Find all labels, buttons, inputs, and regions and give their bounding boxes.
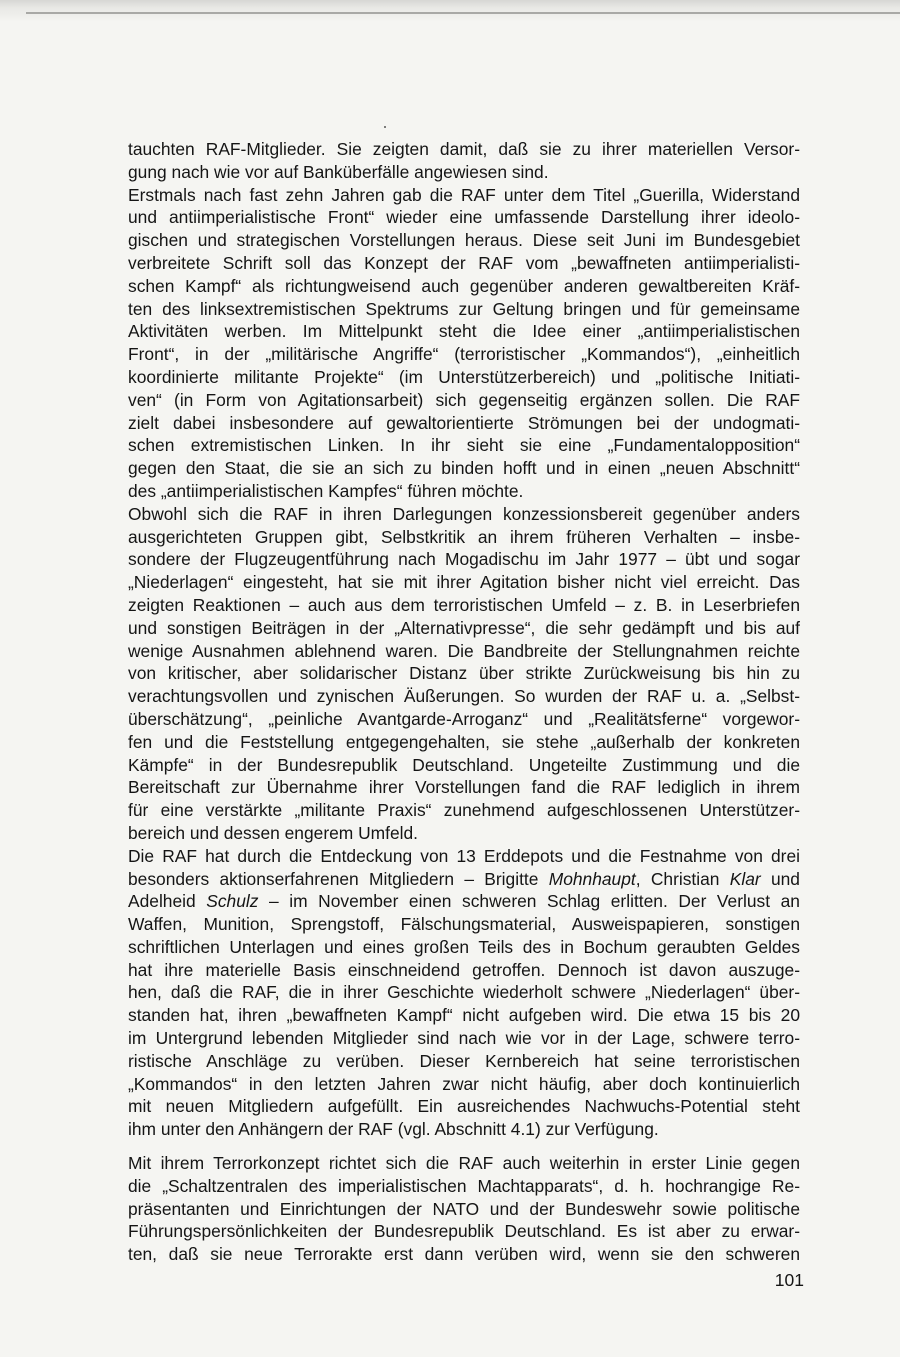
text-line: zielt dabei insbesondere auf gewaltorientierte Strömungen bei der undogmati- xyxy=(128,412,800,433)
text-line: und antiimperialistische Front“ wieder eine umfassende Darstellung ihrer ideolo- xyxy=(128,207,800,228)
text-line: ten, daß sie neue Terrorakte erst dann verüben wird, wenn sie den schweren xyxy=(128,1244,800,1265)
text-line: zeigten Reaktionen – auch aus dem terroristischen Umfeld – z. B. in Leserbriefen xyxy=(128,594,800,615)
text-line: sondere der Flugzeugentführung nach Mogadischu im Jahr 1977 – übt und sogar xyxy=(128,549,800,570)
text-line: und sonstigen Beiträgen in der „Alternativpresse“, die sehr gedämpft und bis auf xyxy=(128,617,800,638)
text-line: Adelheid Schulz – im November einen schweren Schlag erlitten. Der Verlust an xyxy=(128,891,800,912)
text-line: Aktivitäten werben. Im Mittelpunkt steht die Idee einer „antiimperialistischen xyxy=(128,321,800,342)
scan-speck xyxy=(384,126,386,128)
text-line: präsentanten und Einrichtungen der NATO und der Bundeswehr sowie politische xyxy=(128,1198,800,1219)
text-line: „Kommandos“ in den letzten Jahren zwar nicht häufig, aber doch kontinuierlich xyxy=(128,1073,800,1094)
text-line: Kämpfe“ in der Bundesrepublik Deutschland. Ungeteilte Zustimmung und die xyxy=(128,754,800,775)
text-line: Führungspersönlichkeiten der Bundesrepublik Deutschland. Es ist aber zu erwar- xyxy=(128,1221,800,1242)
text-line: ristische Anschläge zu verüben. Dieser Kernbereich hat seine terroristischen xyxy=(128,1050,800,1071)
text-line: hat ihre materielle Basis einschneidend getroffen. Dennoch ist davon auszuge- xyxy=(128,959,800,980)
text-line: ihm unter den Anhängern der RAF (vgl. Abschnitt 4.1) zur Verfügung. xyxy=(128,1119,659,1140)
text-line: schriftlichen Unterlagen und eines großen Teils des in Bochum geraubten Geldes xyxy=(128,936,800,957)
text-line: Mit ihrem Terrorkonzept richtet sich die RAF auch weiterhin in erster Linie gegen xyxy=(128,1153,800,1174)
text-line: im Untergrund lebenden Mitglieder sind nach wie vor in der Lage, schwere terro- xyxy=(128,1028,800,1049)
text-line: Waffen, Munition, Sprengstoff, Fälschungsmaterial, Ausweispapieren, sonstigen xyxy=(128,914,800,935)
text-line: ausgerichteten Gruppen gibt, Selbstkritik an ihrem früheren Verhalten – insbe- xyxy=(128,526,800,547)
paragraph-gap xyxy=(128,1141,800,1152)
text-line: des „antiimperialistischen Kampfes“ führen möchte. xyxy=(128,480,524,501)
text-line: ven“ (in Form von Agitationsarbeit) sich gegenseitig ergänzen sollen. Die RAF xyxy=(128,389,800,410)
text-line: gischen und strategischen Vorstellungen heraus. Diese seit Juni im Bundesgebiet xyxy=(128,230,800,251)
text-line: bereich und dessen engerem Umfeld. xyxy=(128,822,419,843)
text-line: tauchten RAF-Mitglieder. Sie zeigten damit, daß sie zu ihrer materiellen Versor- xyxy=(128,139,800,159)
text-line: fen und die Feststellung entgegengehalten, sie stehe „außerhalb der konkreten xyxy=(128,731,800,752)
italic-name: Mohnhaupt xyxy=(548,868,636,889)
text-line: gung nach wie vor auf Banküberfälle angewiesen sind. xyxy=(128,161,549,182)
text-line: besonders aktionserfahrenen Mitgliedern – Brigitte Mohnhaupt, Christian Klar und xyxy=(128,868,800,889)
text-line: die „Schaltzentralen des imperialistischen Machtapparats“, d. h. hochrangige Re- xyxy=(128,1175,800,1196)
text-line: verbreitete Schrift soll das Konzept der RAF vom „bewaffneten antiimperialisti- xyxy=(128,252,800,273)
scan-top-edge xyxy=(0,0,900,22)
text-line: standen hat, ihren „bewaffneten Kampf“ nicht aufgeben wird. Die etwa 15 bis 20 xyxy=(128,1005,800,1026)
text-line: wenige Ausnahmen ablehnend waren. Die Bandbreite der Stellungnahmen reichte xyxy=(128,640,800,661)
scan-top-line xyxy=(26,12,900,14)
text-line: „Niederlagen“ eingesteht, hat sie mit ihrer Agitation bisher nicht viel erreicht. Das xyxy=(128,572,800,593)
text-line: überschätzung“, „peinliche Avantgarde-Arroganz“ und „Realitätsferne“ vorgewor- xyxy=(128,708,800,729)
text-line: schen Kampf“ als richtungweisend auch gegenüber anderen gewaltbereiten Kräf- xyxy=(128,275,800,296)
italic-name: Schulz xyxy=(206,891,259,912)
body-text xyxy=(128,138,800,1266)
text-line: ten des linksextremistischen Spektrums zur Geltung bringen und für gemeinsame xyxy=(128,298,800,319)
italic-name: Klar xyxy=(729,868,761,889)
text-line: Obwohl sich die RAF in ihren Darlegungen konzessionsbereit gegenüber anders xyxy=(128,503,800,524)
text-line: von kritischer, aber solidarischer Distanz über strikte Zurückweisung bis hin zu xyxy=(128,663,800,684)
text-line: koordinierte militante Projekte“ (im Unterstützerbereich) und „politische Initiati- xyxy=(128,366,800,387)
text-line: Bereitschaft zur Übernahme ihrer Vorstellungen fand die RAF lediglich in ihrem xyxy=(128,777,800,798)
text-line: Erstmals nach fast zehn Jahren gab die RAF unter dem Titel „Guerilla, Widerstand xyxy=(128,184,800,205)
text-line: hen, daß die RAF, die in ihrer Geschichte wiederholt schwere „Niederlagen“ über- xyxy=(128,982,800,1003)
text-line: schen extremistischen Linken. In ihr sieht sie eine „Fundamentalopposition“ xyxy=(128,435,800,456)
page-number: 101 xyxy=(774,1270,804,1290)
text-line: Front“, in der „militärische Angriffe“ (terroristischer „Kommandos“), „einheitlich xyxy=(128,344,800,365)
text-line: Die RAF hat durch die Entdeckung von 13 Erddepots und die Festnahme von drei xyxy=(128,845,800,866)
text-line: verachtungsvollen und zynischen Äußerungen. So wurden der RAF u. a. „Selbst- xyxy=(128,686,800,707)
text-line: gegen den Staat, die sie an sich zu binden hofft und in einen „neuen Abschnitt“ xyxy=(128,458,800,479)
text-line: mit neuen Mitgliedern aufgefüllt. Ein ausreichendes Nachwuchs-Potential steht xyxy=(128,1096,800,1117)
text-line: für eine verstärkte „militante Praxis“ zunehmend aufgeschlossenen Unterstützer- xyxy=(128,800,800,821)
